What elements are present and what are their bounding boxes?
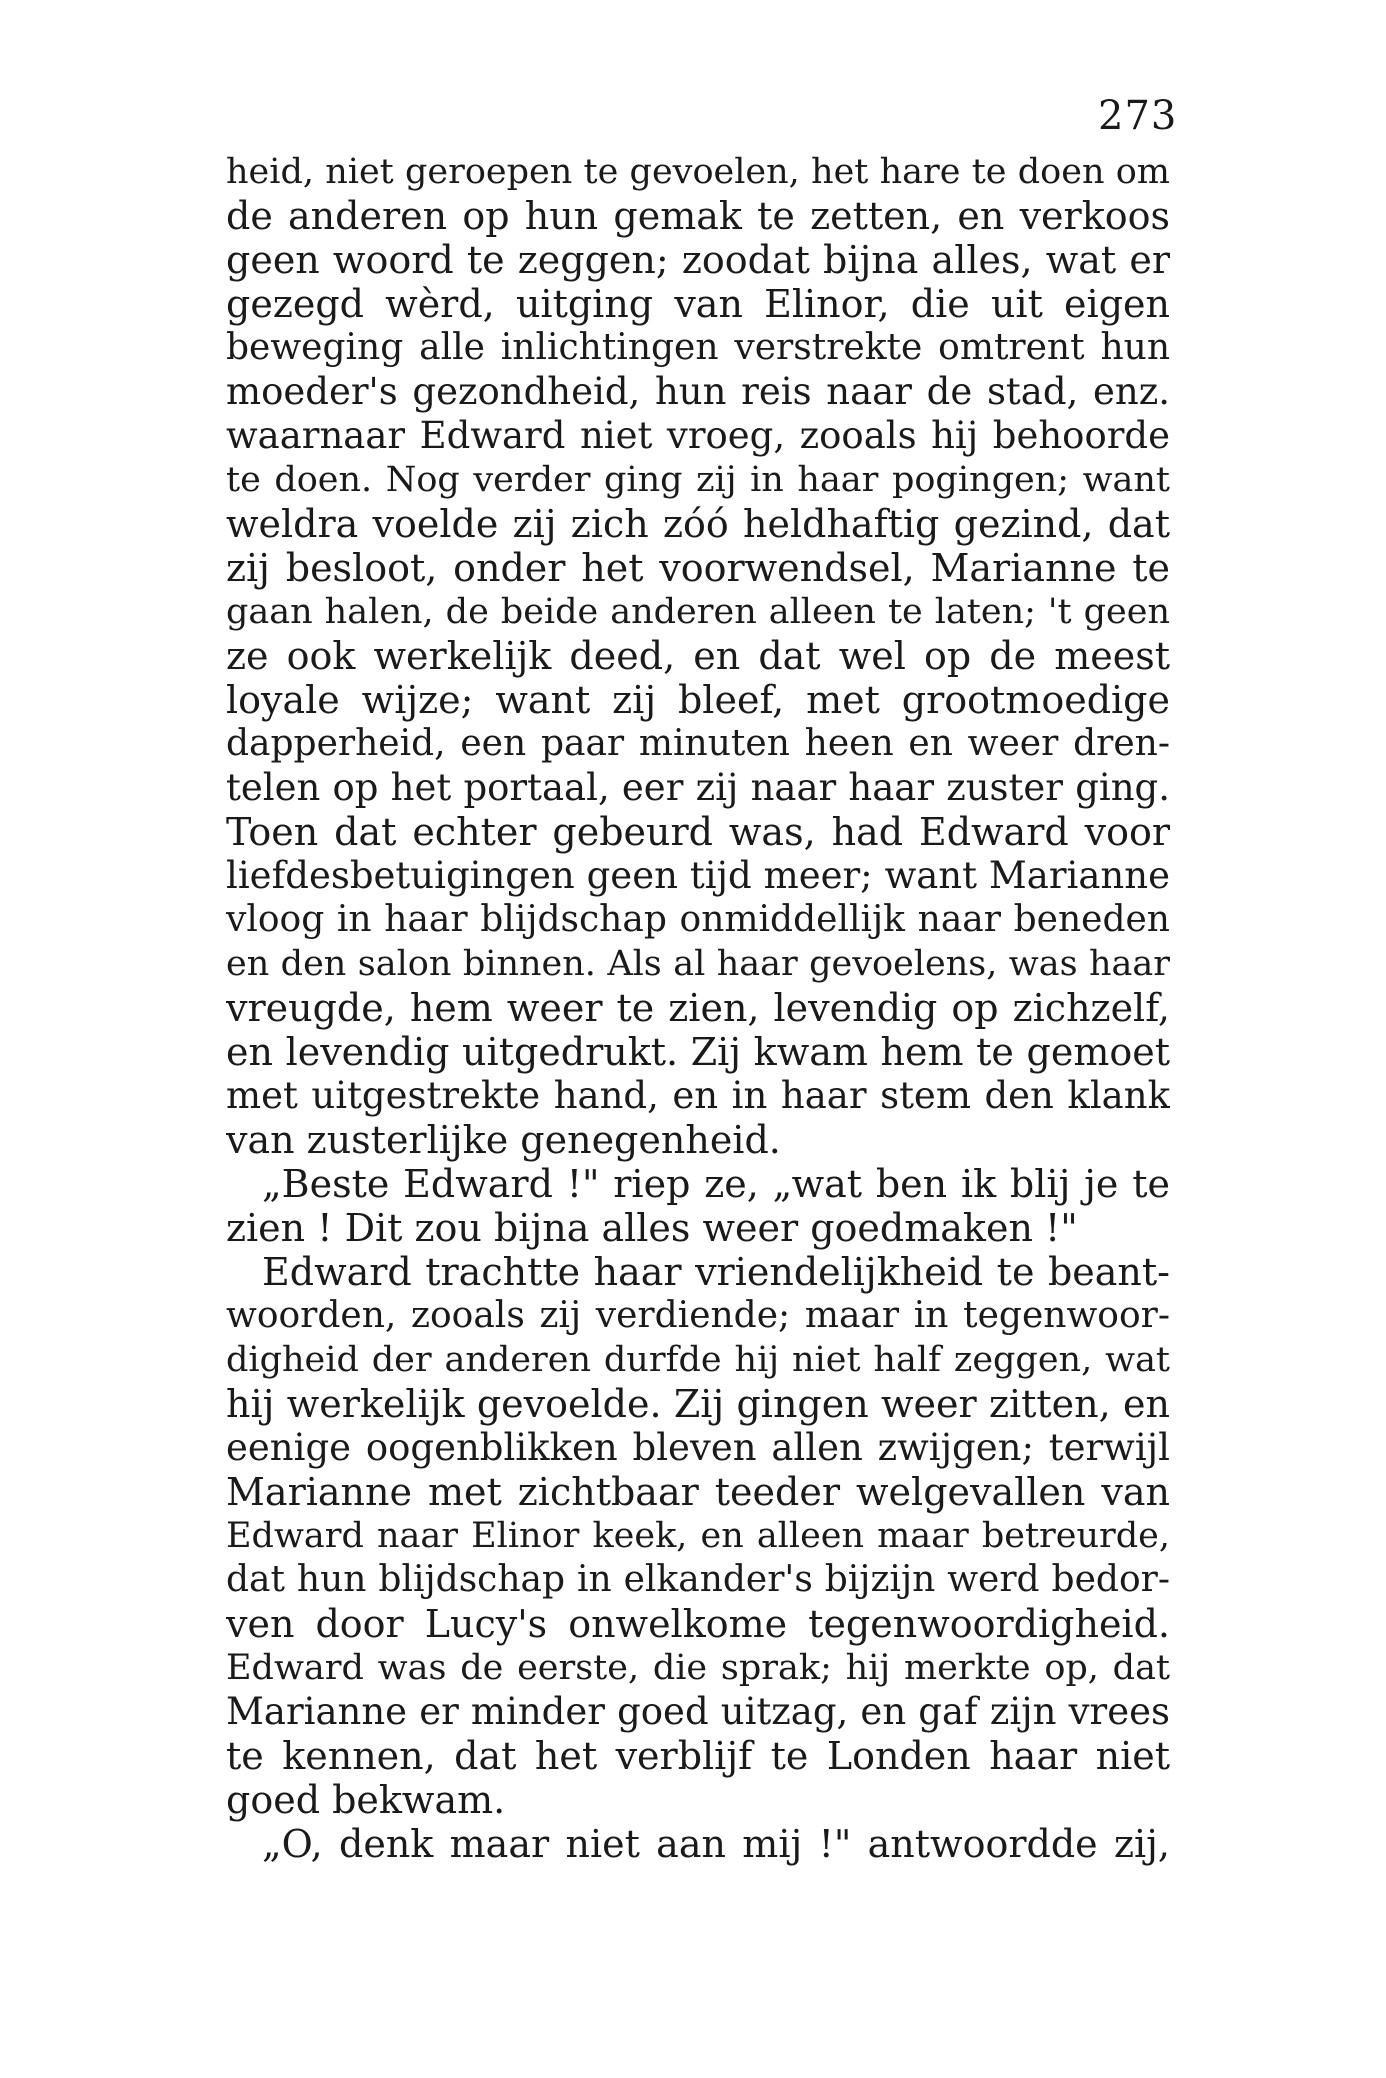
text-line: moeder's gezondheid, hun reis naar de stad, enz.	[226, 370, 1170, 413]
text-line: goed bekwam.	[226, 1778, 506, 1822]
text-line: waarnaar Edward niet vroeg, zooals hij behoorde	[226, 414, 1170, 457]
text-line: telen op het portaal, eer zij naar haar zuster ging.	[226, 766, 1170, 809]
text-line: Edward trachtte haar vriendelijkheid te beant-	[262, 1250, 1170, 1294]
text-line: dat hun blijdschap in elkander's bijzijn werd bedor-	[226, 1559, 1170, 1600]
text-line: ven door Lucy's onwelkome tegenwoordigheid.	[226, 1602, 1170, 1646]
text-line: van zusterlijke genegenheid.	[226, 1118, 781, 1162]
text-line: vloog in haar blijdschap onmiddellijk naar beneden	[226, 899, 1170, 940]
text-line: en den salon binnen. Als al haar gevoelens, was haar	[226, 944, 1170, 984]
text-line: en levendig uitgedrukt. Zij kwam hem te gemoet	[226, 1030, 1170, 1074]
text-line: de anderen op hun gemak te zetten, en verkoos	[226, 194, 1170, 238]
text-line: vreugde, hem weer te zien, levendig op zichzelf,	[226, 986, 1170, 1030]
text-line: loyale wijze; want zij bleef, met grootmoedige	[226, 678, 1170, 722]
text-line: zien ! Dit zou bijna alles weer goedmaken !"	[226, 1206, 1078, 1250]
text-line: weldra voelde zij zich zóó heldhaftig gezind, dat	[226, 502, 1170, 546]
text-line: gaan halen, de beide anderen alleen te laten; 't geen	[226, 592, 1170, 632]
text-line: gezegd wèrd, uitging van Elinor, die uit eigen	[226, 282, 1170, 326]
text-line: „O, denk maar niet aan mij !" antwoordde zij,	[262, 1822, 1170, 1866]
text-line: ze ook werkelijk deed, en dat wel op de meest	[226, 634, 1170, 678]
text-line: beweging alle inlichtingen verstrekte omtrent hun	[226, 327, 1170, 368]
text-line: te doen. Nog verder ging zij in haar pogingen; want	[226, 460, 1170, 500]
text-line: geen woord te zeggen; zoodat bijna alles, wat er	[226, 238, 1170, 282]
text-line: hij werkelijk gevoelde. Zij gingen weer zitten, en	[226, 1382, 1170, 1426]
text-line: Marianne met zichtbaar teeder welgevallen van	[226, 1470, 1170, 1514]
text-line: woorden, zooals zij verdiende; maar in tegenwoor-	[226, 1295, 1170, 1336]
text-line: Toen dat echter gebeurd was, had Edward voor	[226, 810, 1170, 854]
text-line: dapperheid, een paar minuten heen en weer dren-	[226, 723, 1170, 764]
text-line: digheid der anderen durfde hij niet half zeggen, wat	[226, 1340, 1170, 1380]
text-line: met uitgestrekte hand, en in haar stem den klank	[226, 1074, 1170, 1117]
text-line: zij besloot, onder het voorwendsel, Marianne te	[226, 546, 1170, 590]
text-line: Edward naar Elinor keek, en alleen maar betreurde,	[226, 1516, 1170, 1556]
text-line: Edward was de eerste, die sprak; hij merkte op, dat	[226, 1648, 1170, 1688]
text-line: te kennen, dat het verblijf te Londen haar niet	[226, 1734, 1170, 1778]
body-text	[226, 150, 1170, 1866]
text-line: eenige oogenblikken bleven allen zwijgen; terwijl	[226, 1426, 1170, 1469]
text-line: „Beste Edward !" riep ze, „wat ben ik blij je te	[262, 1162, 1170, 1206]
text-line: heid, niet geroepen te gevoelen, het hare te doen om	[226, 152, 1170, 192]
text-line: Marianne er minder goed uitzag, en gaf zijn vrees	[226, 1690, 1170, 1733]
page-number: 273	[1098, 93, 1178, 139]
text-line: liefdesbetuigingen geen tijd meer; want Marianne	[226, 854, 1170, 897]
